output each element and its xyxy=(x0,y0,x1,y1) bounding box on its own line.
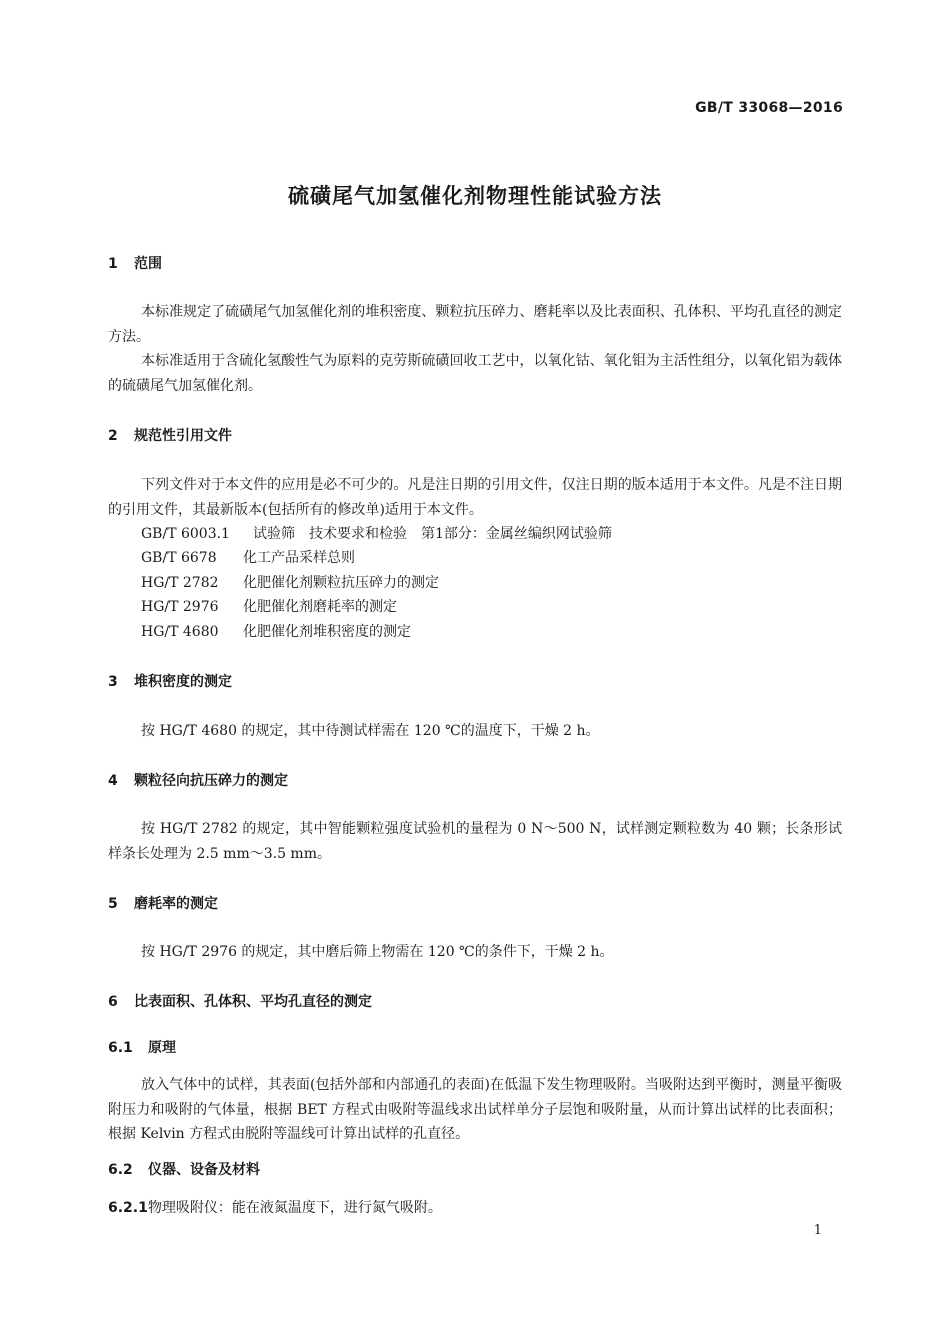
document-title: 硫磺尾气加氢催化剂物理性能试验方法 xyxy=(288,184,662,208)
reference-item xyxy=(141,546,355,571)
clause-text: 物理吸附仪：能在液氮温度下，进行氮气吸附。 xyxy=(147,1200,442,1216)
section-title: 颗粒径向抗压碎力的测定 xyxy=(134,773,288,789)
section-3-heading xyxy=(108,672,232,692)
paragraph: 放入气体中的试样，其表面(包括外部和内部通孔的表面)在低温下发生物理吸附。当吸附达到平衡时，测量平衡吸附压力和吸附的气体量，根据 BET 方程式由吸附等温线求出试样单分子层饱和吸附量，从而计算出试样的比表面积；根据 Kelvin 方程式由脱附等温线可计算出试样的孔直径。 xyxy=(108,1077,842,1142)
section-2-heading xyxy=(108,426,232,446)
subsection-title: 仪器、设备及材料 xyxy=(148,1162,260,1178)
section-5-heading xyxy=(108,894,218,914)
reference-item xyxy=(141,620,411,645)
section-title: 比表面积、孔体积、平均孔直径的测定 xyxy=(134,994,372,1010)
reference-code: GB/T 6003.1 xyxy=(141,526,230,542)
reference-title: 试验筛 技术要求和检验 第1部分：金属丝编织网试验筛 xyxy=(253,526,612,542)
subsection-number: 6.2 xyxy=(108,1162,133,1178)
reference-title: 化肥催化剂颗粒抗压碎力的测定 xyxy=(243,575,439,591)
section-title: 磨耗率的测定 xyxy=(134,896,218,912)
section-number: 2 xyxy=(108,428,118,444)
subsection-6-2-heading xyxy=(108,1160,260,1180)
section-number: 1 xyxy=(108,256,118,272)
reference-item xyxy=(141,571,439,596)
subsection-title: 原理 xyxy=(148,1040,176,1056)
section-number: 6 xyxy=(108,994,118,1010)
paragraph: 下列文件对于本文件的应用是必不可少的。凡是注日期的引用文件，仅注日期的版本适用于本文件。凡是不注日期的引用文件，其最新版本(包括所有的修改单)适用于本文件。 xyxy=(108,477,842,518)
section-1-heading xyxy=(108,254,162,274)
paragraph: 按 HG/T 4680 的规定，其中待测试样需在 120 ℃的温度下，干燥 2 h。 xyxy=(141,723,600,739)
paragraph: 本标准规定了硫磺尾气加氢催化剂的堆积密度、颗粒抗压碎力、磨耗率以及比表面积、孔体积、平均孔直径的测定方法。 xyxy=(108,304,842,345)
section-4-heading xyxy=(108,771,288,791)
reference-item xyxy=(141,522,612,547)
reference-code: GB/T 6678 xyxy=(141,550,217,566)
clause-number: 6.2.1 xyxy=(108,1200,148,1216)
page-number: 1 xyxy=(813,1223,822,1238)
reference-title: 化肥催化剂堆积密度的测定 xyxy=(243,624,411,640)
reference-code: HG/T 4680 xyxy=(141,624,219,640)
section-number: 4 xyxy=(108,773,118,789)
section-title: 规范性引用文件 xyxy=(134,428,232,444)
paragraph: 按 HG/T 2782 的规定，其中智能颗粒强度试验机的量程为 0 N～500 N，试样测定颗粒数为 40 颗；长条形试样条长处理为 2.5 mm～3.5 mm。 xyxy=(108,821,842,862)
reference-code: HG/T 2976 xyxy=(141,599,219,615)
paragraph: 本标准适用于含硫化氢酸性气为原料的克劳斯硫磺回收工艺中，以氧化钴、氧化钼为主活性组分，以氧化铝为载体的硫磺尾气加氢催化剂。 xyxy=(108,353,842,394)
subsection-number: 6.1 xyxy=(108,1040,133,1056)
section-6-heading xyxy=(108,992,372,1012)
clause-6-2-1 xyxy=(108,1196,442,1221)
reference-title: 化工产品采样总则 xyxy=(243,550,355,566)
paragraph: 按 HG/T 2976 的规定，其中磨后筛上物需在 120 ℃的条件下，干燥 2 h。 xyxy=(141,944,614,960)
section-number: 3 xyxy=(108,674,118,690)
section-title: 堆积密度的测定 xyxy=(134,674,232,690)
section-title: 范围 xyxy=(134,256,162,272)
reference-title: 化肥催化剂磨耗率的测定 xyxy=(243,599,397,615)
subsection-6-1-heading xyxy=(108,1038,176,1058)
reference-item xyxy=(141,595,397,620)
standard-code: GB/T 33068—2016 xyxy=(695,100,843,116)
reference-code: HG/T 2782 xyxy=(141,575,219,591)
section-number: 5 xyxy=(108,896,118,912)
